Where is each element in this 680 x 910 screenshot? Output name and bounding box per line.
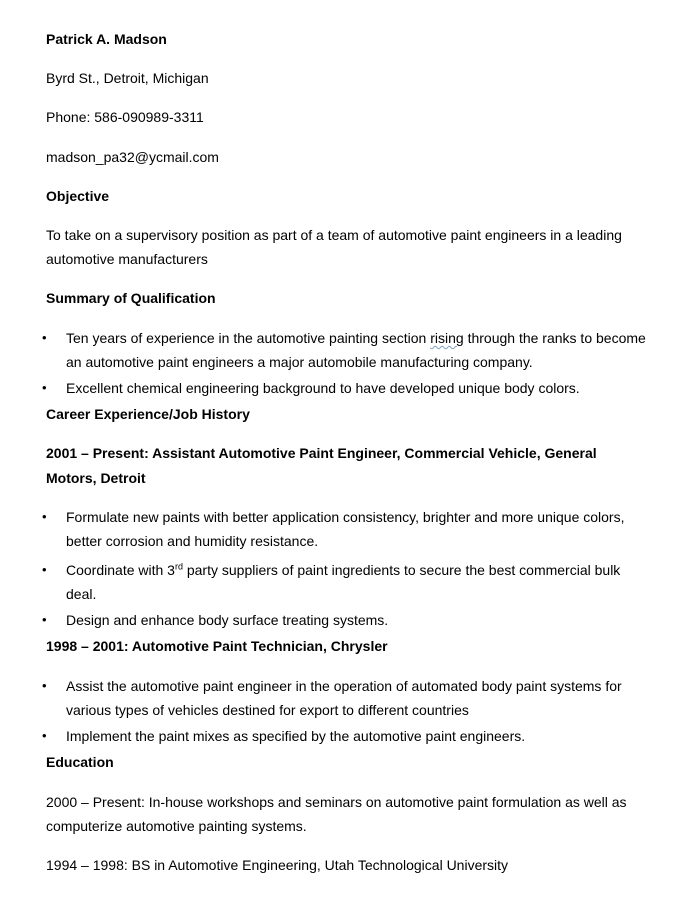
bullet-icon: •	[42, 509, 47, 524]
job-1-item-1-line-2: better corrosion and humidity resistance.	[66, 533, 319, 549]
bullet-icon: •	[42, 728, 47, 743]
objective-heading: Objective	[46, 188, 110, 204]
job-1-item-3: Design and enhance body surface treating systems.	[66, 612, 389, 628]
education-entry-2: 1994 – 1998: BS in Automotive Engineering, Utah Technological University	[46, 857, 509, 873]
job-1-item-1-line-1: Formulate new paints with better application consistency, brighter and more unique colors,	[66, 509, 625, 525]
summary-item-1-line-1: Ten years of experience in the automotive painting section rising through the ranks to become	[66, 330, 646, 346]
education-entry-1-line-2: computerize automotive painting systems.	[46, 818, 307, 834]
job-2-item-1-line-1: Assist the automotive paint engineer in the operation of automated body paint systems for	[66, 678, 622, 694]
email: madson_pa32@ycmail.com	[46, 149, 219, 165]
phone: Phone: 586-090989-3311	[46, 109, 204, 125]
applicant-name: Patrick A. Madson	[46, 31, 167, 47]
job-1-item-2-line-1: Coordinate with 3rd party suppliers of paint ingredients to secure the best commercial bulk	[66, 561, 621, 578]
education-entry-1-line-1: 2000 – Present: In-house workshops and seminars on automotive paint formulation as well as	[46, 794, 627, 810]
job-2-item-1-line-2: various types of vehicles destined for export to different countries	[66, 702, 469, 718]
education-heading: Education	[46, 754, 114, 770]
summary-item-2: Excellent chemical engineering background to have developed unique body colors.	[66, 380, 580, 396]
job-1-title-line-1: 2001 – Present: Assistant Automotive Paint Engineer, Commercial Vehicle, General	[46, 445, 597, 461]
career-heading: Career Experience/Job History	[46, 406, 250, 422]
summary-heading: Summary of Qualification	[46, 290, 216, 306]
objective-line-2: automotive manufacturers	[46, 251, 208, 267]
bullet-icon: •	[42, 612, 47, 627]
bullet-icon: •	[42, 562, 47, 577]
job-1-item-2-line-2: deal.	[66, 586, 97, 602]
summary-item-1-line-2: an automotive paint engineers a major automobile manufacturing company.	[66, 354, 533, 370]
bullet-icon: •	[42, 678, 47, 693]
spellcheck-flagged-word: rising	[430, 330, 464, 346]
address: Byrd St., Detroit, Michigan	[46, 70, 209, 86]
objective-line-1: To take on a supervisory position as part of a team of automotive paint engineers in a leading	[46, 227, 622, 243]
job-1-title-line-2: Motors, Detroit	[46, 470, 146, 486]
job-2-title: 1998 – 2001: Automotive Paint Technician, Chrysler	[46, 638, 388, 654]
bullet-icon: •	[42, 380, 47, 395]
job-2-item-2: Implement the paint mixes as specified by the automotive paint engineers.	[66, 728, 526, 744]
bullet-icon: •	[42, 330, 47, 345]
